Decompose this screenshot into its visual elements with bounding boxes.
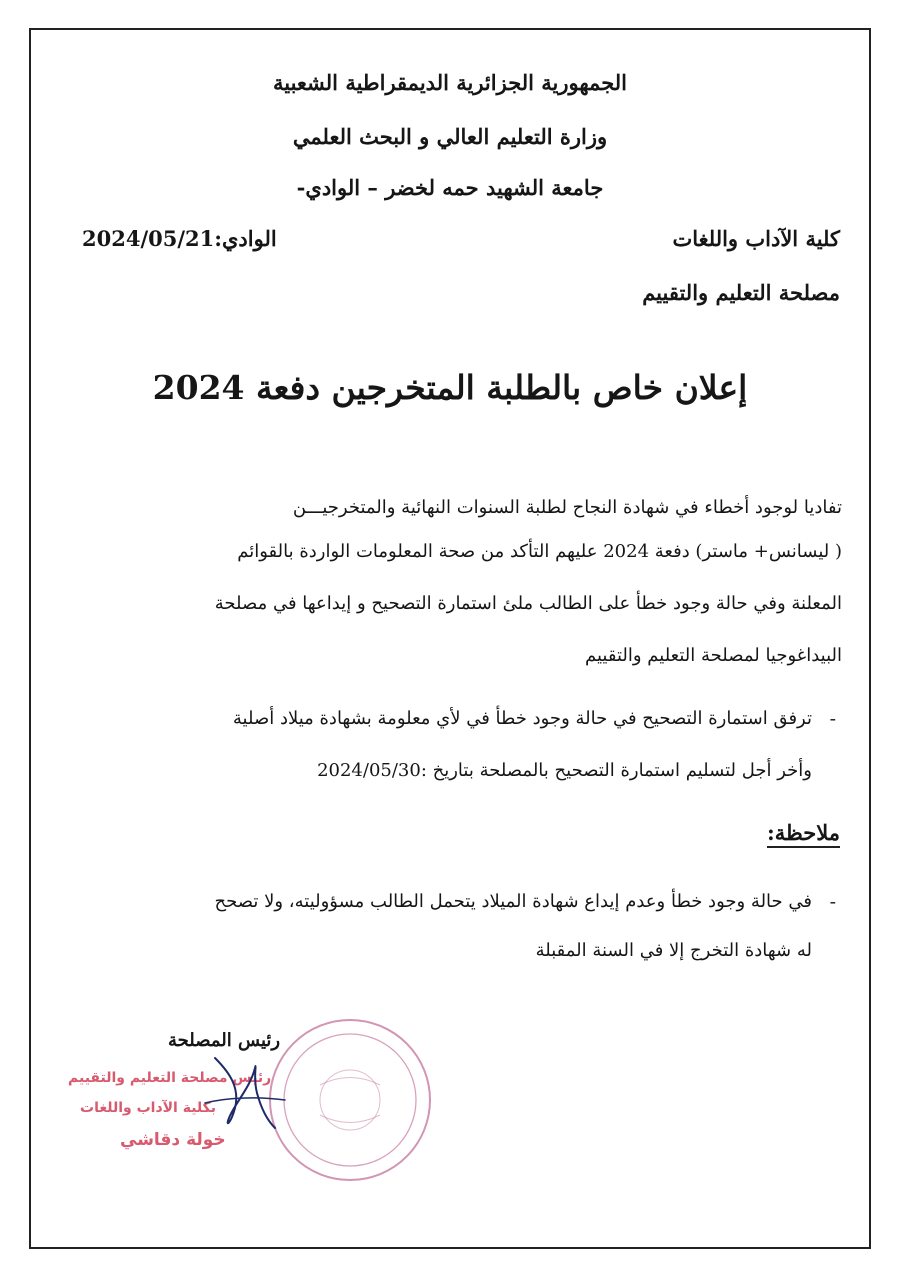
bullet-1-line-2: وأخر أجل لتسليم استمارة التصحيح بالمصلحة بتاريخ :2024/05/30 [317,760,812,781]
department-name: مصلحة التعليم والتقييم [642,280,840,305]
stamp-line-2: بكلية الآداب واللغات [80,1100,217,1116]
body-line-3: المعلنة وفي حالة وجود خطأ على الطالب ملئ استمارة التصحيح و إيداعها في مصلحة [214,593,842,614]
body-line-4: البيداغوجيا لمصلحة التعليم والتقييم [585,645,842,666]
signatory-title: رئيس المصلحة [168,1030,281,1051]
bullet-dash: - [829,708,836,730]
body-line-2: ( ليسانس+ ماستر) دفعة 2024 عليهم التأكد من صحة المعلومات الواردة بالقوائم [237,541,842,562]
place-date: الوادي:2024/05/21 [82,226,277,251]
bullet-1-line-1: ترفق استمارة التصحيح في حالة وجود خطأ في لأي معلومة بشهادة ميلاد أصلية [232,708,812,729]
stamp-name: خولة دقاشي [120,1130,226,1150]
note-label: ملاحظة: [767,820,840,848]
university-heading: جامعة الشهيد حمه لخضر – الوادي- [296,175,604,200]
note-line-1: في حالة وجود خطأ وعدم إيداع شهادة الميلاد يتحمل الطالب مسؤوليته، ولا تصحح [214,891,812,912]
stamp-line-1: رئيس مصلحة التعليم والتقييم [68,1070,272,1086]
republic-heading: الجمهورية الجزائرية الديمقراطية الشعبية [272,70,627,95]
handwritten-signature [185,1048,305,1138]
ministry-heading: وزارة التعليم العالي و البحث العلمي [292,124,608,149]
announcement-title: إعلان خاص بالطلبة المتخرجين دفعة 2024 [152,368,748,407]
page-border [29,28,871,1249]
note-dash: - [829,891,836,913]
body-line-1: تفاديا لوجود أخطاء في شهادة النجاح لطلبة السنوات النهائية والمتخرجيـــن [292,497,842,518]
note-line-2: له شهادة التخرج إلا في السنة المقبلة [535,940,812,961]
faculty-name: كلية الآداب واللغات [672,226,840,251]
